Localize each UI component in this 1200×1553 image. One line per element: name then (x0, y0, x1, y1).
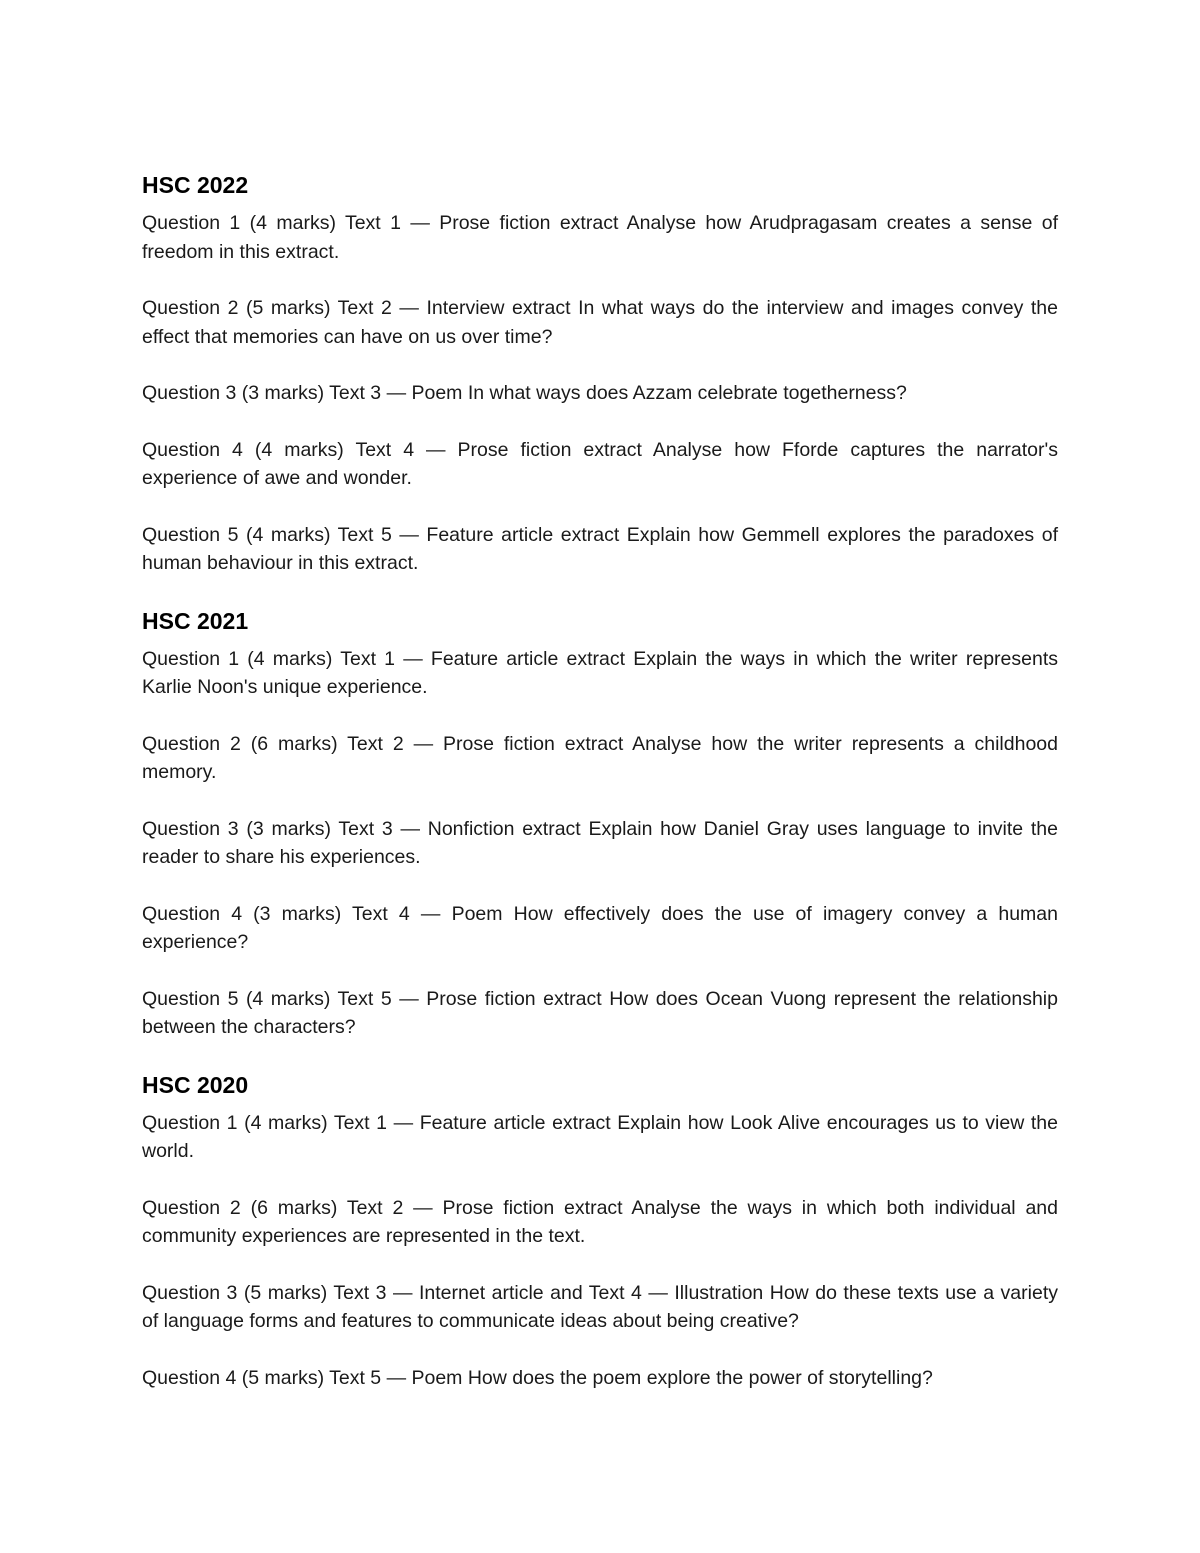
question-item: Question 3 (3 marks) Text 3 — Poem In what ways does Azzam celebrate togetherness? (142, 382, 907, 404)
question-item: Question 3 (5 marks) Text 3 — Internet article and Text 4 — Illustration How do these texts use a variety of language forms and features to communicate ideas about being creative? (142, 1281, 1058, 1332)
section-title: HSC 2020 (142, 1071, 249, 1098)
section-title: HSC 2022 (142, 172, 249, 198)
question-item: Question 2 (5 marks) Text 2 — Interview extract In what ways do the interview and images convey the effect that memories can have on us over time? (142, 297, 1058, 348)
question-item: Question 4 (5 marks) Text 5 — Poem How does the poem explore the power of storytelling? (142, 1366, 933, 1389)
question-item: Question 5 (4 marks) Text 5 — Prose fiction extract How does Ocean Vuong represent the relationship between the characters? (142, 987, 1058, 1038)
question-item: Question 1 (4 marks) Text 1 — Feature article extract Explain how Look Alive encourages us to view the world. (142, 1111, 1058, 1162)
question-item: Question 3 (3 marks) Text 3 — Nonfiction extract Explain how Daniel Gray uses language to invite the reader to share his experiences. (142, 817, 1058, 868)
question-item: Question 2 (6 marks) Text 2 — Prose fiction extract Analyse the ways in which both individual and community experiences are represented in the text. (142, 1196, 1058, 1247)
section-title: HSC 2021 (142, 607, 249, 634)
section-hsc-2022 (142, 170, 1058, 578)
question-item: Question 2 (6 marks) Text 2 — Prose fiction extract Analyse how the writer represents a childhood memory. (142, 732, 1058, 783)
question-item: Question 1 (4 marks) Text 1 — Prose fiction extract Analyse how Arudpragasam creates a sense of freedom in this extract. (142, 212, 1058, 263)
question-item: Question 5 (4 marks) Text 5 — Feature article extract Explain how Gemmell explores the paradoxes of human behaviour in this extract. (142, 523, 1058, 574)
question-item: Question 1 (4 marks) Text 1 — Feature article extract Explain the ways in which the writer represents Karlie Noon's unique experience. (142, 647, 1058, 698)
section-hsc-2021 (142, 606, 1058, 1042)
question-item: Question 4 (3 marks) Text 4 — Poem How effectively does the use of imagery convey a human experience? (142, 902, 1058, 953)
section-hsc-2020 (142, 1070, 1058, 1393)
question-item: Question 4 (4 marks) Text 4 — Prose fiction extract Analyse how Fforde captures the narrator's experience of awe and wonder. (142, 438, 1058, 489)
document-page (142, 170, 1058, 1404)
